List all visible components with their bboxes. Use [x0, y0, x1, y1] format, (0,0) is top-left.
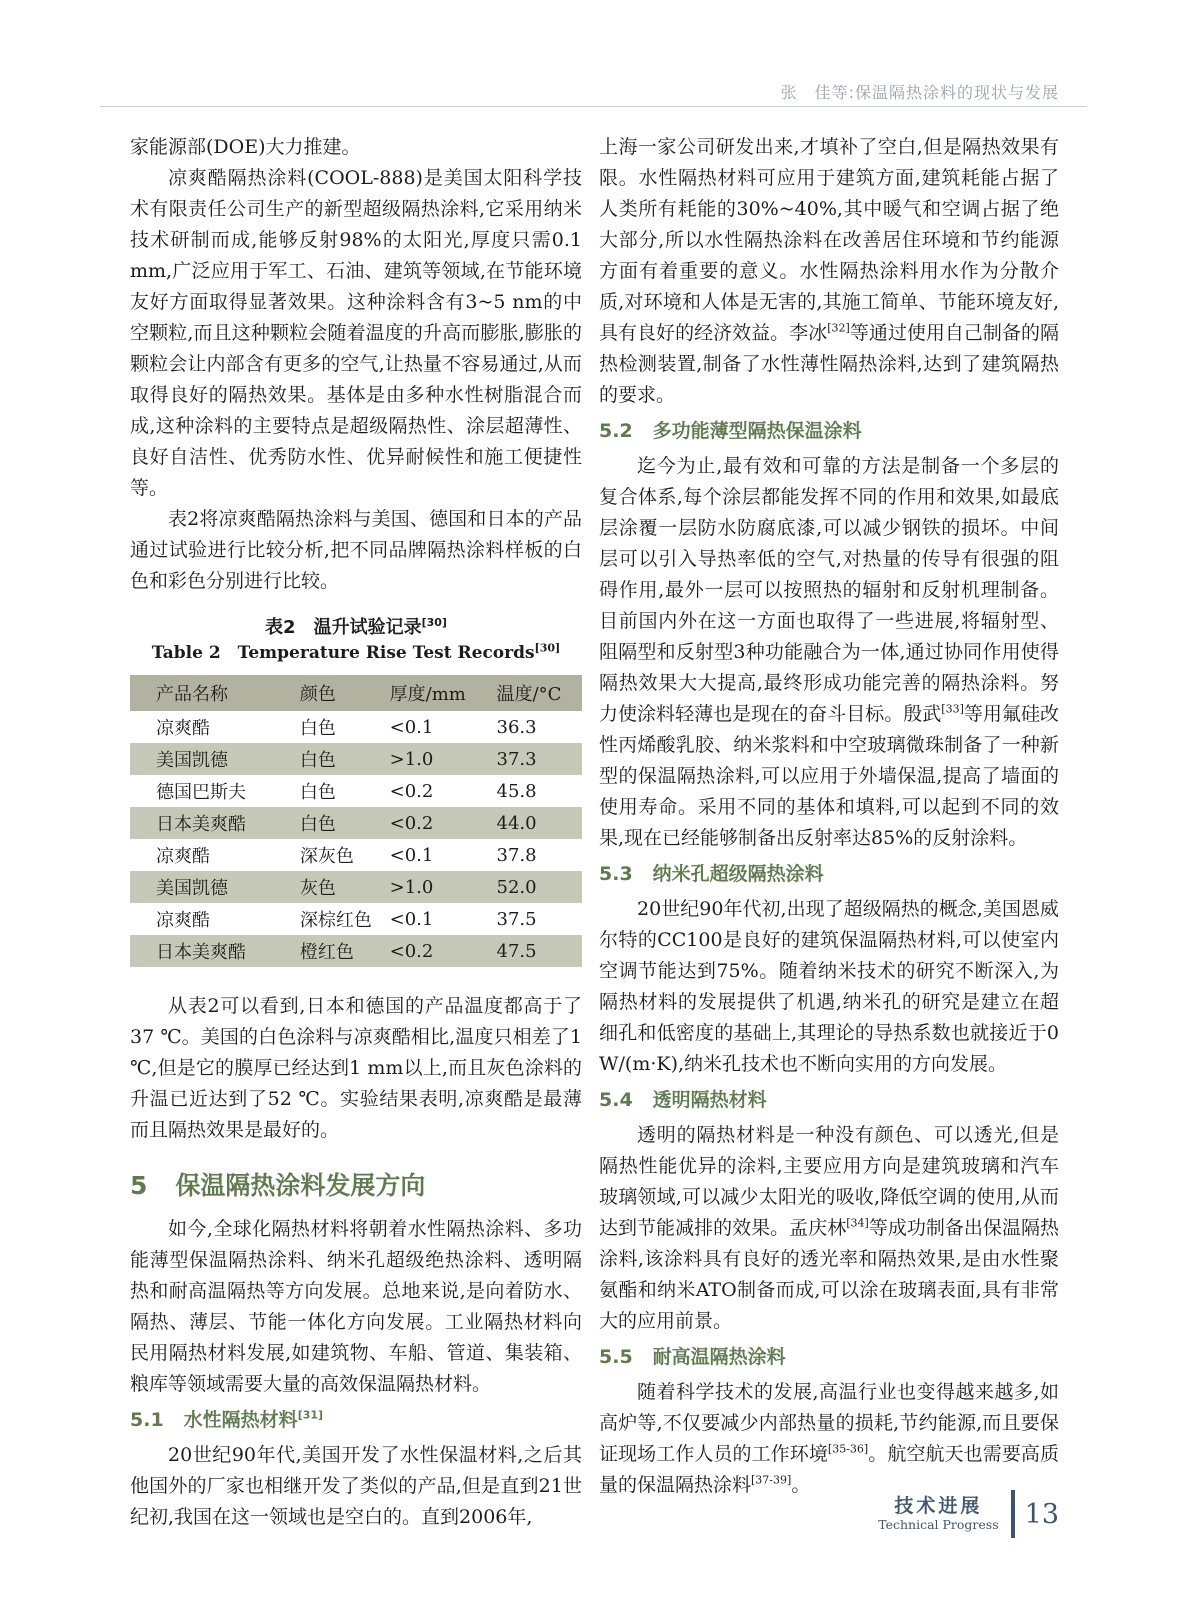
paragraph: 如今,全球化隔热材料将朝着水性隔热涂料、多功能薄型保温隔热涂料、纳米孔超级绝热涂料、透明隔热和耐高温隔热等方向发展。总地来说,是向着防水、隔热、薄层、节能一体化方向发展。工业隔热材料向民用隔热材料发展,如建筑物、车船、管道、集装箱、粮库等领域需要大量的高效保温隔热材料。 [130, 1218, 582, 1395]
footer-section-zh: 技术进展 [894, 1495, 983, 1517]
table-cell: 深棕红色 [299, 910, 372, 931]
section-heading-5.1 [130, 1405, 582, 1436]
section-number: 5.3 [599, 863, 633, 885]
table-column-header: 颜色 [300, 675, 390, 711]
section-title: 保温隔热涂料发展方向 [175, 1171, 426, 1200]
article-body [130, 132, 1059, 1533]
footer-section-label [878, 1495, 998, 1533]
table-caption-en: Table 2 Temperature Rise Test Records[30] [151, 641, 561, 663]
section-title: 纳米孔超级隔热涂料 [652, 863, 824, 885]
table-cell: 日本美爽酷 [156, 942, 246, 963]
page-footer [878, 1490, 1059, 1538]
table-cell: 44.0 [496, 812, 537, 834]
table-cell: 白色 [299, 718, 336, 739]
table-column-header: 温度/°C [497, 675, 583, 711]
table-row [130, 711, 582, 743]
table-cell: 美国凯德 [156, 878, 228, 899]
section-number: 5.5 [599, 1346, 633, 1368]
section-number: 5 [130, 1171, 148, 1200]
section-heading-5 [130, 1166, 582, 1202]
table-row [130, 839, 582, 871]
paragraph: 凉爽酷隔热涂料(COOL-888)是美国太阳科学技术有限责任公司生产的新型超级隔热涂料,它采用纳米技术研制而成,能够反射98%的太阳光,厚度只需0.1 mm,广泛应用于军工、石油、建筑等领域,在节能环境友好方面取得显著效果。这种涂料含有3~5 nm的中空颗粒,而且这种颗粒会随着温度的升高而膨胀,膨胀的颗粒会让内部含有更多的空气,让热量不容易通过,从而取得良好的隔热效果。基体是由多种水性树脂混合而成,这种涂料的主要特点是超级隔热性、涂层超薄性、良好自洁性、优秀防水性、优异耐候性和施工便捷性等。 [130, 167, 582, 499]
running-head [781, 80, 1059, 103]
citation-marker: [37-39] [751, 1473, 792, 1487]
table-cell: >1.0 [389, 748, 434, 770]
citation-marker: [31] [297, 1408, 324, 1422]
running-title: 张 佳等:保温隔热涂料的现状与发展 [780, 83, 1059, 102]
table-cell: 36.3 [496, 716, 537, 738]
table-cell: 橙红色 [299, 942, 354, 963]
table-block [130, 615, 582, 967]
table-cell: 日本美爽酷 [156, 814, 246, 835]
table-caption-zh: 表2 温升试验记录[30] [265, 616, 447, 638]
table-cell: <0.1 [389, 844, 434, 866]
table-cell: 凉爽酷 [156, 846, 210, 867]
table-cell: 37.8 [496, 844, 537, 866]
table-cell: 37.3 [496, 748, 537, 770]
table-cell: 白色 [299, 782, 336, 803]
table-cell: 德国巴斯夫 [156, 782, 246, 803]
table-row [130, 903, 582, 935]
header-rule [100, 106, 1087, 107]
table-row [130, 807, 582, 839]
paragraph: 表2将凉爽酷隔热涂料与美国、德国和日本的产品通过试验进行比较分析,把不同品牌隔热涂料样板的白色和彩色分别进行比较。 [130, 508, 582, 592]
citation-marker: [34] [846, 1216, 869, 1230]
table-cell: >1.0 [389, 876, 434, 898]
paragraph: 随着科学技术的发展,高温行业也变得越来越多,如高炉等,不仅要减少内部热量的损耗,节约能源,而且要保证现场工作人员的工作环境[35-36]。航空航天也需要高质量的保温隔热涂料[37-39]。 [599, 1381, 1059, 1496]
citation-marker: [30] [421, 616, 447, 629]
citation-marker: [32] [827, 321, 850, 335]
right-column [599, 132, 1059, 1533]
footer-divider [1011, 1490, 1015, 1538]
section-title: 耐高温隔热涂料 [652, 1346, 786, 1368]
table-cell: 灰色 [299, 878, 336, 899]
temperature-rise-table [130, 675, 582, 967]
table-column-header: 产品名称 [130, 675, 300, 711]
paragraph: 上海一家公司研发出来,才填补了空白,但是隔热效果有限。水性隔热材料可应用于建筑方面,建筑耗能占据了人类所有耗能的30%~40%,其中暖气和空调占据了绝大部分,所以水性隔热涂料在改善居住环境和节约能源方面有着重要的意义。水性隔热涂料用水作为分散介质,对环境和人体是无害的,其施工简单、节能环境友好,具有良好的经济效益。李冰[32]等通过使用自己制备的隔热检测装置,制备了水性薄性隔热涂料,达到了建筑隔热的要求。 [599, 136, 1059, 406]
table-cell: <0.1 [389, 716, 434, 738]
section-heading-5.3 [599, 859, 1059, 890]
table-cell: 凉爽酷 [156, 910, 210, 931]
section-heading-5.5 [599, 1342, 1059, 1373]
table-header-row [130, 675, 582, 711]
paragraph: 迄今为止,最有效和可靠的方法是制备一个多层的复合体系,每个涂层都能发挥不同的作用和效果,如最底层涂覆一层防水防腐底漆,可以减少钢铁的损坏。中间层可以引入导热率低的空气,对热量的传导有很强的阻碍作用,最外一层可以按照热的辐射和反射机理制备。目前国内外在这一方面也取得了一些进展,将辐射型、阻隔型和反射型3种功能融合为一体,通过协同作用使得隔热效果大大提高,最终形成功能完善的隔热涂料。努力使涂料轻薄也是现在的奋斗目标。殷武[33]等用氟硅改性丙烯酸乳胶、纳米浆料和中空玻璃微珠制备了一种新型的保温隔热涂料,可以应用于外墙保温,提高了墙面的使用寿命。采用不同的基体和填料,可以起到不同的效果,现在已经能够制备出反射率达85%的反射涂料。 [599, 455, 1059, 849]
table-row [130, 871, 582, 903]
table-row [130, 935, 582, 967]
section-heading-5.4 [599, 1085, 1059, 1116]
table-cell: 47.5 [496, 940, 537, 962]
citation-marker: [30] [534, 641, 561, 655]
table-cell: <0.1 [389, 908, 434, 930]
table-cell: 深灰色 [299, 846, 354, 867]
table-cell: <0.2 [389, 812, 434, 834]
table-cell: <0.2 [389, 780, 434, 802]
table-cell: 白色 [299, 750, 336, 771]
table-cell: <0.2 [389, 940, 434, 962]
section-number: 5.4 [599, 1089, 633, 1111]
section-number: 5.1 [130, 1409, 164, 1431]
table-cell: 45.8 [496, 780, 537, 802]
paragraph: 20世纪90年代,美国开发了水性保温材料,之后其他国外的厂家也相继开发了类似的产品,但是直到21世纪初,我国在这一领域也是空白的。直到2006年, [130, 1444, 582, 1528]
table-cell: 52.0 [496, 876, 537, 898]
citation-marker: [35-36] [827, 1442, 869, 1456]
section-title: 多功能薄型隔热保温涂料 [652, 420, 862, 442]
table-cell: 37.5 [496, 908, 537, 930]
paragraph: 家能源部(DOE)大力推建。 [130, 136, 361, 158]
table-cell: 美国凯德 [156, 750, 228, 771]
table-column-header: 厚度/mm [390, 675, 497, 711]
table-row [130, 743, 582, 775]
table-cell: 凉爽酷 [156, 718, 210, 739]
paragraph: 从表2可以看到,日本和德国的产品温度都高于了37 ℃。美国的白色涂料与凉爽酷相比,温度只相差了1 ℃,但是它的膜厚已经达到1 mm以上,而且灰色涂料的升温已近达到了52 ℃。实验结果表明,凉爽酷是最薄而且隔热效果是最好的。 [130, 995, 582, 1141]
section-heading-5.2 [599, 416, 1059, 447]
table-row [130, 775, 582, 807]
paragraph: 透明的隔热材料是一种没有颜色、可以透光,但是隔热性能优异的涂料,主要应用方向是建筑玻璃和汽车玻璃领域,可以减少太阳光的吸收,降低空调的使用,从而达到节能减排的效果。孟庆林[34]等成功制备出保温隔热涂料,该涂料具有良好的透光率和隔热效果,是由水性聚氨酯和纳米ATO制备而成,可以涂在玻璃表面,具有非常大的应用前景。 [599, 1124, 1059, 1332]
section-title: 水性隔热材料[31] [183, 1408, 324, 1431]
citation-marker: [33] [941, 702, 964, 716]
footer-section-en: Technical Progress [878, 1517, 999, 1532]
section-title: 透明隔热材料 [652, 1089, 767, 1111]
left-column [130, 132, 582, 1533]
section-number: 5.2 [599, 420, 633, 442]
table-cell: 白色 [299, 814, 336, 835]
paragraph: 20世纪90年代初,出现了超级隔热的概念,美国恩威尔特的CC100是良好的建筑保温隔热材料,可以使室内空调节能达到75%。随着纳米技术的研究不断深入,为隔热材料的发展提供了机遇,纳米孔的研究是建立在超细孔和低密度的基础上,其理论的导热系数也就接近于0 W/(m·K),纳米孔技术也不断向实用的方向发展。 [599, 898, 1059, 1075]
page-number: 13 [1024, 1498, 1059, 1530]
